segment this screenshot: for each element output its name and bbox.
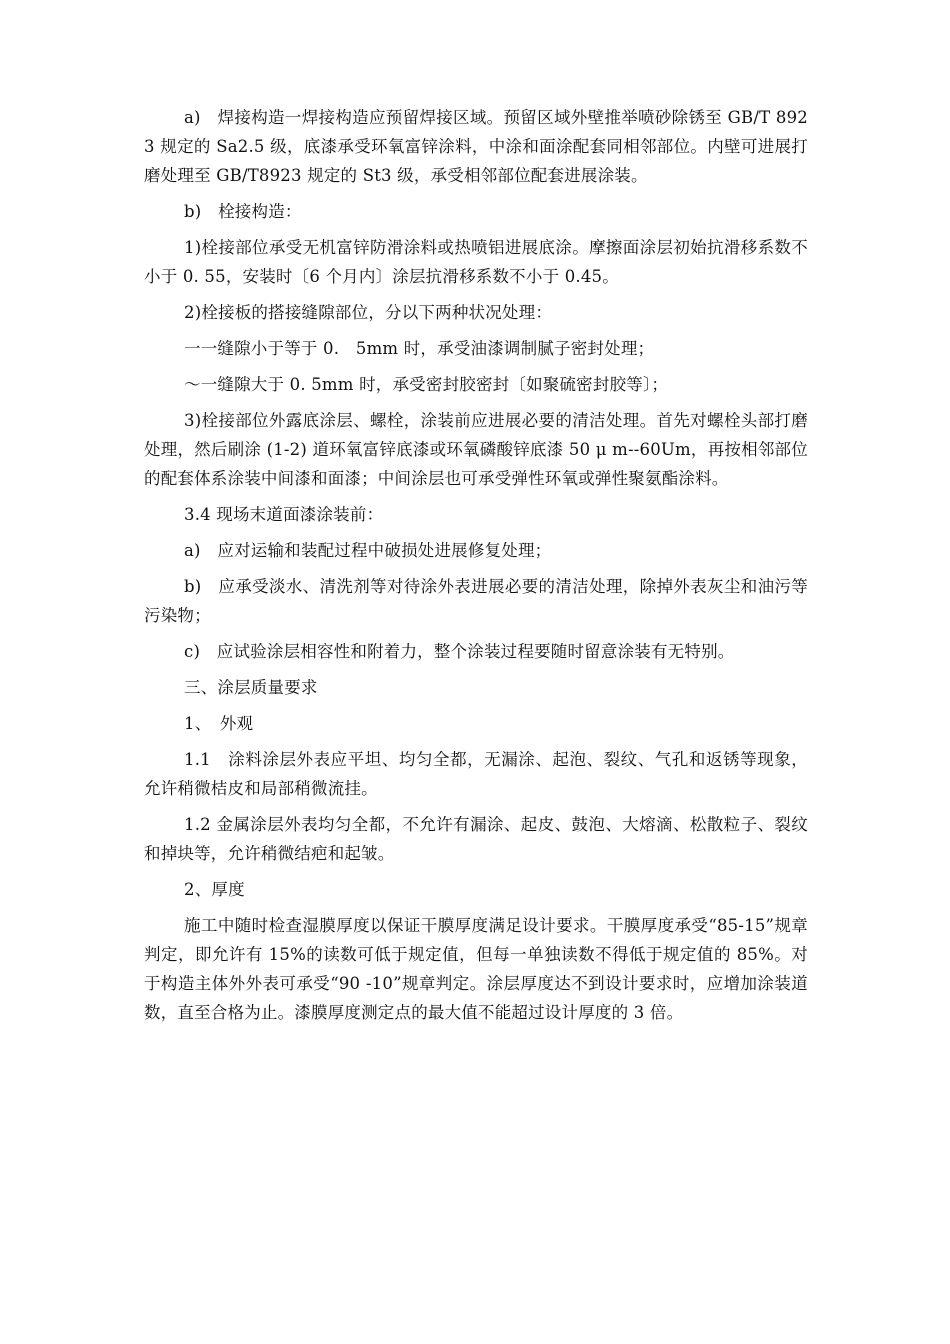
- paragraph-gap-large: ～一缝隙大于 0. 5mm 时，承受密封胶密封〔如聚硫密封胶等〕；: [184, 375, 669, 394]
- subheading-thickness: 2、厚度: [184, 880, 245, 899]
- paragraph-thickness-check: 施工中随时检查湿膜厚度以保证干膜厚度满足设计要求。干膜厚度承受“85-15”规章判定，即允许有 15%的读数可低于规定值，但每一单独读数不得低于规定值的 85%。对于构造主体外外表可承受“90 -10”规章判定。涂层厚度达不到设计要求时，应增加涂装道数，直至合格为止。漆膜厚度测定点的最大值不能超过设计厚度的 3 倍。: [144, 916, 808, 1022]
- paragraph-bolted-structure-heading: b) 栓接构造：: [184, 202, 302, 221]
- paragraph-final-coat-heading: 3.4 现场末道面漆涂装前：: [184, 505, 384, 524]
- paragraph-welded-structure: a) 焊接构造一焊接构造应预留焊接区域。预留区域外壁推举喷砂除锈至 GB/T 8923 规定的 Sa2.5 级，底漆承受环氧富锌涂料，中涂和面涂配套同相邻部位。内壁可进展打磨处理至 GB/T8923 规定的 St3 级，承受相邻部位配套进展涂装。: [144, 108, 808, 185]
- subheading-appearance: 1、 外观: [184, 714, 254, 733]
- paragraph-metal-coating: 1.2 金属涂层外表均匀全都，不允许有漏涂、起皮、鼓泡、大熔滴、松散粒子、裂纹和掉块等，允许稍微结疤和起皱。: [144, 815, 808, 863]
- paragraph-gap-treatment: 2)栓接板的搭接缝隙部位，分以下两种状况处理：: [184, 303, 553, 322]
- paragraph-compatibility: c) 应试验涂层相容性和附着力，整个涂装过程要随时留意涂装有无特别。: [184, 642, 735, 661]
- paragraph-gap-small: 一一缝隙小于等于 0. 5mm 时，承受油漆调制腻子密封处理；: [184, 339, 655, 358]
- paragraph-exposed-primer: 3)栓接部位外露底涂层、螺栓，涂装前应进展必要的清洁处理。首先对螺栓头部打磨处理，然后刷涂 (1-2) 道环氧富锌底漆或环氧磷酸锌底漆 50 μ m--60Um，再按相邻部位的配套体系涂装中间漆和面漆；中间涂层也可承受弹性环氧或弹性聚氨酯涂料。: [144, 411, 808, 488]
- paragraph-repair: a) 应对运输和装配过程中破损处进展修复处理；: [184, 541, 552, 560]
- paragraph-bolted-primer: 1)栓接部位承受无机富锌防滑涂料或热喷铝进展底涂。摩擦面涂层初始抗滑移系数不小于 0. 55，安装时〔6 个月内〕涂层抗滑移系数不小于 0.45。: [144, 238, 808, 286]
- paragraph-coating-surface: 1.1 涂料涂层外表应平坦、均匀全都，无漏涂、起泡、裂纹、气孔和返锈等现象，允许稍微桔皮和局部稍微流挂。: [144, 750, 808, 798]
- section-heading-quality: 三、涂层质量要求: [184, 678, 318, 697]
- paragraph-cleaning: b) 应承受淡水、清洗剂等对待涂外表进展必要的清洁处理，除掉外表灰尘和油污等污染物；: [144, 577, 808, 625]
- document-body: [144, 103, 808, 1034]
